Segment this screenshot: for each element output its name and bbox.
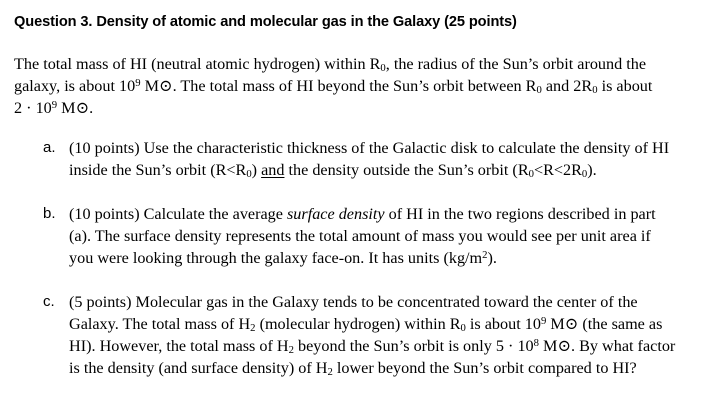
- subscript: 2: [327, 365, 333, 378]
- text: . By what factor: [571, 337, 676, 355]
- text: (5 points) Molecular gas in the Galaxy tends to be concentrated toward the center of the: [69, 293, 638, 311]
- part-b-marker: b.: [43, 205, 56, 222]
- text: ).: [587, 161, 597, 179]
- text: you were looking through the galaxy face-on. It has units (kg/m: [69, 249, 483, 267]
- sun-symbol: ⊙: [564, 315, 579, 333]
- part-a-line-1: [69, 137, 669, 159]
- exponent: 8: [533, 337, 539, 350]
- exponent: 9: [540, 315, 547, 328]
- text: and 2R: [541, 77, 593, 95]
- text: The total mass of HI (neutral atomic hydrogen) within R: [14, 55, 381, 73]
- subscript: 0: [592, 83, 598, 96]
- text: M: [140, 77, 160, 95]
- exponent: 9: [51, 99, 58, 112]
- part-c-line-3: [69, 335, 675, 357]
- text: HI). However, the total mass of H: [69, 337, 289, 355]
- question-title: Question 3. Density of atomic and molecular gas in the Galaxy (25 points): [14, 14, 517, 30]
- intro-line-3: [14, 97, 93, 119]
- text: (10 points) Use the characteristic thickness of the Galactic disk to calculate the density of HI: [69, 139, 670, 157]
- text: , the radius of the Sun’s orbit around the: [385, 55, 647, 73]
- sun-symbol: ⊙: [75, 99, 90, 117]
- part-c-line-1: [69, 291, 638, 313]
- text: (molecular hydrogen) within R: [255, 315, 461, 333]
- text: .: [89, 99, 94, 117]
- text: is the density (and surface density) of H: [69, 359, 328, 377]
- part-c-marker: c.: [43, 293, 55, 310]
- part-b-line-2: [69, 225, 651, 247]
- sun-symbol: ⊙: [159, 77, 173, 95]
- text: M: [57, 99, 76, 117]
- underlined-and: and: [261, 161, 285, 179]
- subscript: 2: [250, 321, 256, 334]
- subscript: 0: [460, 321, 466, 334]
- text: beyond the Sun’s orbit is only 5 · 10: [293, 337, 534, 355]
- subscript: 0: [380, 61, 386, 74]
- emphasis: surface density: [287, 205, 385, 223]
- exponent: 2: [482, 249, 488, 262]
- text: (the same as: [578, 315, 663, 333]
- text: . The total mass of HI beyond the Sun’s orbit between R: [172, 77, 537, 95]
- text: ).: [487, 249, 497, 267]
- subscript: 0: [536, 83, 542, 96]
- text: is about: [597, 77, 653, 95]
- text: is about 10: [465, 315, 541, 333]
- part-a-line-2: [69, 159, 597, 181]
- text: galaxy, is about 10: [14, 77, 136, 95]
- text: <R<2R: [533, 161, 582, 179]
- text: 2 · 10: [14, 99, 52, 117]
- exponent: 9: [135, 77, 141, 90]
- part-a-marker: a.: [43, 139, 56, 156]
- sun-symbol: ⊙: [557, 337, 572, 355]
- text: ): [251, 161, 262, 179]
- text: of HI in the two regions described in part: [384, 205, 656, 223]
- text: Galaxy. The total mass of H: [69, 315, 251, 333]
- text: lower beyond the Sun’s orbit compared to HI?: [332, 359, 637, 377]
- subscript: 0: [581, 167, 588, 180]
- part-c-line-4: [69, 357, 637, 379]
- text: (a). The surface density represents the total amount of mass you would see per unit area if: [69, 227, 651, 245]
- text: M: [538, 337, 558, 355]
- text: inside the Sun’s orbit (R<R: [69, 161, 247, 179]
- part-c-line-2: [69, 313, 662, 335]
- part-b-line-1: [69, 203, 656, 225]
- subscript: 2: [288, 343, 294, 356]
- intro-line-2: [14, 75, 652, 97]
- text: the density outside the Sun’s orbit (R: [284, 161, 529, 179]
- part-b-line-3: [69, 247, 497, 269]
- intro-line-1: [14, 53, 646, 75]
- text: (10 points) Calculate the average: [69, 205, 287, 223]
- text: M: [546, 315, 565, 333]
- subscript: 0: [246, 167, 252, 180]
- subscript: 0: [528, 167, 534, 180]
